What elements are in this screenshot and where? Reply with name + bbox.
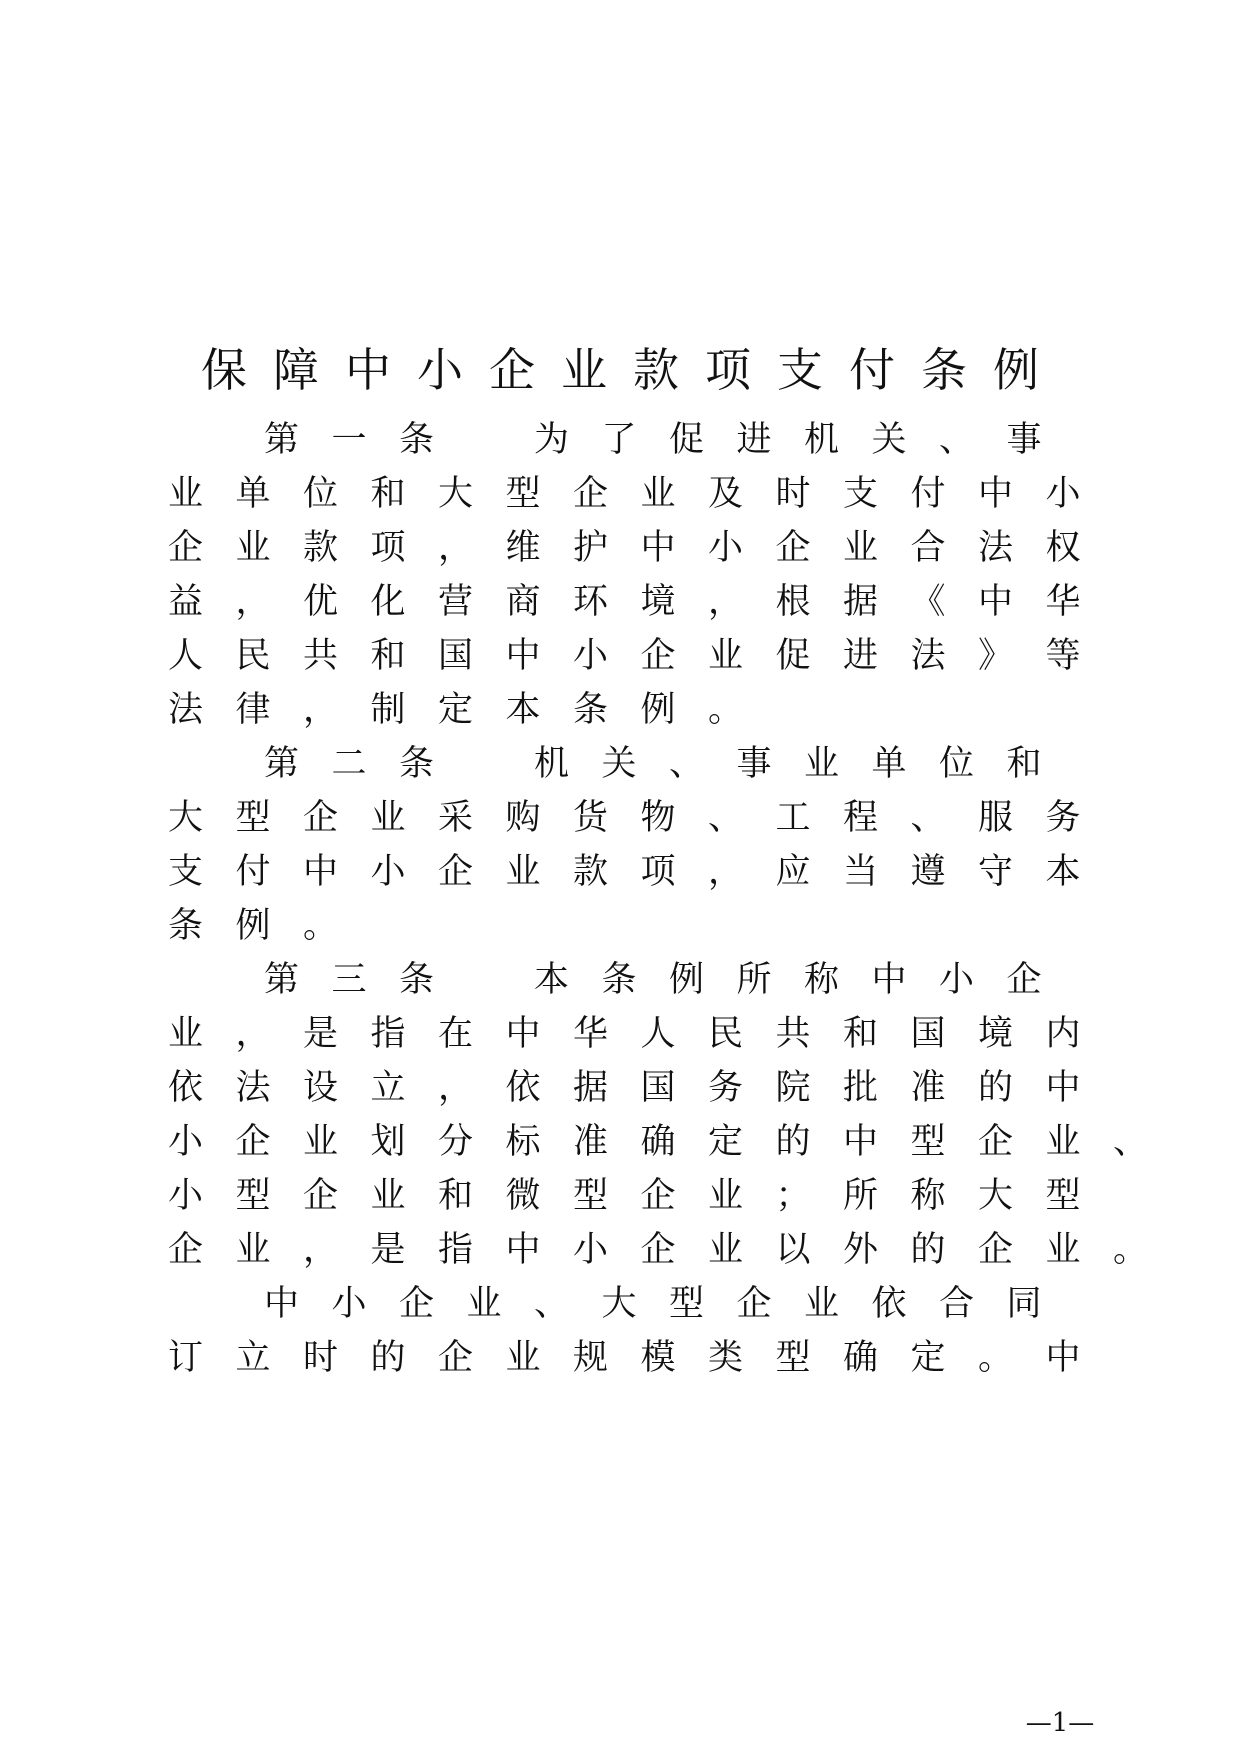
article-1-line-3: 企业款项，维护中小企业合法权 bbox=[168, 528, 1114, 568]
article-2-line-3: 支付中小企业款项，应当遵守本 bbox=[168, 852, 1114, 892]
page-number: —1— bbox=[1025, 1708, 1095, 1738]
article-1-line-5: 人民共和国中小企业促进法》等 bbox=[168, 636, 1114, 676]
article-3-line-3: 依法设立，依据国务院批准的中 bbox=[168, 1068, 1114, 1108]
article-3-para-2-line-1: 中小企业、大型企业依合同 bbox=[264, 1284, 1075, 1324]
article-3-line-1: 第三条 本条例所称中小企 bbox=[264, 960, 1075, 1000]
article-3-para-2-line-2: 订立时的企业规模类型确定。中 bbox=[168, 1338, 1114, 1378]
article-1-line-2: 业单位和大型企业及时支付中小 bbox=[168, 474, 1114, 514]
article-3-line-6: 企业，是指中小企业以外的企业。 bbox=[168, 1230, 1181, 1270]
article-2-line-2: 大型企业采购货物、工程、服务 bbox=[168, 798, 1114, 838]
article-3-line-2: 业，是指在中华人民共和国境内 bbox=[168, 1014, 1114, 1054]
article-2-line-4: 条例。 bbox=[168, 906, 371, 946]
document-title: 保障中小企业款项支付条例 bbox=[201, 343, 1065, 397]
article-3-line-5: 小型企业和微型企业；所称大型 bbox=[168, 1176, 1114, 1216]
article-3-line-4: 小企业划分标准确定的中型企业、 bbox=[168, 1122, 1181, 1162]
article-2-line-1: 第二条 机关、事业单位和 bbox=[264, 744, 1075, 784]
article-1-line-6: 法律，制定本条例。 bbox=[168, 690, 776, 730]
article-1-line-1: 第一条 为了促进机关、事 bbox=[264, 420, 1075, 460]
article-1-line-4: 益，优化营商环境，根据《中华 bbox=[168, 582, 1114, 622]
